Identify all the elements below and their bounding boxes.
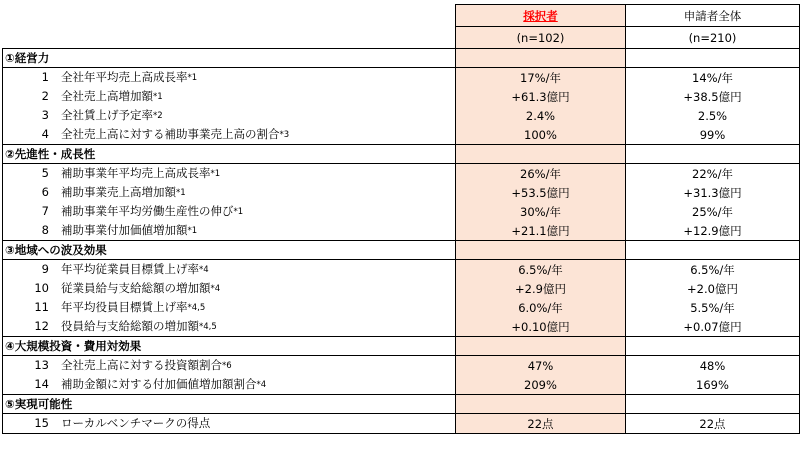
all-cell-empty bbox=[626, 241, 800, 260]
metric-name: 補助事業年平均売上高成長率 bbox=[61, 166, 211, 180]
footnote-ref: *1 bbox=[153, 92, 163, 102]
metric-name: ローカルベンチマークの得点 bbox=[61, 416, 211, 430]
row-number: 12 bbox=[34, 319, 49, 333]
section-header-row bbox=[3, 49, 800, 68]
selected-value: 22点 bbox=[456, 414, 626, 434]
header-blank bbox=[3, 5, 456, 27]
footnote-ref: *6 bbox=[222, 361, 232, 371]
metric-name: 補助事業付加価値増加額 bbox=[61, 223, 188, 237]
metric-name: 全社売上高増加額 bbox=[61, 89, 153, 103]
metric-label bbox=[61, 106, 163, 125]
metric-name: 年平均役員目標賃上げ率 bbox=[61, 300, 188, 314]
metric-cell bbox=[3, 164, 456, 184]
footnote-ref: *4,5 bbox=[187, 303, 206, 313]
metric-label bbox=[61, 68, 197, 87]
table-row bbox=[3, 183, 800, 202]
footnote-ref: *1 bbox=[187, 226, 198, 236]
footnote-ref: *4 bbox=[210, 284, 221, 294]
selected-value: +0.10億円 bbox=[456, 317, 626, 337]
selected-value: 6.5%/年 bbox=[456, 260, 626, 280]
selected-cell-empty bbox=[456, 395, 626, 414]
all-value: +12.9億円 bbox=[626, 221, 800, 241]
row-number: 1 bbox=[41, 70, 49, 84]
selected-value: 6.0%/年 bbox=[456, 298, 626, 317]
metric-name: 補助事業売上高増加額 bbox=[61, 185, 176, 199]
section-title: ④大規模投資・費用対効果 bbox=[3, 337, 456, 356]
metric-name: 全社年平均売上高成長率 bbox=[61, 70, 188, 84]
all-value: 14%/年 bbox=[626, 68, 800, 88]
selected-value: 100% bbox=[456, 125, 626, 145]
section-header-row bbox=[3, 241, 800, 260]
all-value: +31.3億円 bbox=[626, 183, 800, 202]
table-row bbox=[3, 414, 800, 434]
metric-cell bbox=[3, 260, 456, 280]
row-number: 13 bbox=[34, 358, 49, 372]
metric-cell bbox=[3, 279, 456, 298]
section-title: ③地域への波及効果 bbox=[3, 241, 456, 260]
metric-cell bbox=[3, 183, 456, 202]
footnote-ref: *4,5 bbox=[199, 322, 217, 332]
metric-cell bbox=[3, 221, 456, 241]
metric-cell bbox=[3, 298, 456, 317]
header-blank bbox=[3, 27, 456, 49]
row-number: 2 bbox=[41, 89, 49, 103]
all-value: +2.0億円 bbox=[626, 279, 800, 298]
footnote-ref: *2 bbox=[153, 111, 163, 121]
row-number: 8 bbox=[41, 223, 49, 237]
table-row bbox=[3, 279, 800, 298]
metric-cell bbox=[3, 125, 456, 145]
row-number: 9 bbox=[41, 262, 49, 276]
selected-cell-empty bbox=[456, 145, 626, 164]
all-cell-empty bbox=[626, 337, 800, 356]
all-cell-empty bbox=[626, 395, 800, 414]
selected-cell-empty bbox=[456, 241, 626, 260]
all-value: 48% bbox=[626, 356, 800, 376]
selected-value: 47% bbox=[456, 356, 626, 376]
metric-label bbox=[61, 414, 210, 433]
selected-value: +21.1億円 bbox=[456, 221, 626, 241]
section-header-row bbox=[3, 337, 800, 356]
table-row bbox=[3, 375, 800, 395]
all-value: 22点 bbox=[626, 414, 800, 434]
metric-name: 全社賃上げ予定率 bbox=[61, 108, 153, 122]
all-n: (n=210) bbox=[626, 27, 800, 49]
all-cell-empty bbox=[626, 145, 800, 164]
footnote-ref: *4 bbox=[256, 380, 267, 390]
section-title: ⑤実現可能性 bbox=[3, 395, 456, 414]
table-row bbox=[3, 356, 800, 376]
table-row bbox=[3, 260, 800, 280]
metric-cell bbox=[3, 356, 456, 376]
row-number: 11 bbox=[34, 300, 49, 314]
metric-label bbox=[61, 356, 232, 375]
metric-label bbox=[61, 87, 163, 106]
row-number: 4 bbox=[41, 127, 49, 141]
metric-cell bbox=[3, 202, 456, 221]
metric-label bbox=[61, 164, 220, 183]
section-header-row bbox=[3, 145, 800, 164]
selected-value: 30%/年 bbox=[456, 202, 626, 221]
table-row bbox=[3, 87, 800, 106]
table-row bbox=[3, 68, 800, 88]
metric-label bbox=[61, 260, 209, 279]
selected-value: 17%/年 bbox=[456, 68, 626, 88]
row-number: 15 bbox=[34, 416, 49, 430]
selected-value: +61.3億円 bbox=[456, 87, 626, 106]
footnote-ref: *4 bbox=[199, 265, 209, 275]
metric-cell bbox=[3, 375, 456, 395]
metric-label bbox=[61, 183, 186, 202]
selected-value: 209% bbox=[456, 375, 626, 395]
all-column-header: 申請者全体 bbox=[626, 5, 800, 27]
metric-cell bbox=[3, 414, 456, 434]
metric-label bbox=[61, 125, 289, 144]
selected-label: 採択者 bbox=[523, 8, 558, 23]
metric-cell bbox=[3, 317, 456, 337]
section-header-row bbox=[3, 395, 800, 414]
all-value: +0.07億円 bbox=[626, 317, 800, 337]
all-cell-empty bbox=[626, 49, 800, 68]
selected-column-header bbox=[456, 5, 626, 27]
metric-label bbox=[61, 298, 205, 317]
metric-label bbox=[61, 375, 266, 394]
comparison-table bbox=[2, 4, 800, 434]
metric-label bbox=[61, 221, 197, 240]
metric-name: 役員給与支給総額の増加額 bbox=[61, 319, 199, 333]
row-number: 14 bbox=[34, 377, 49, 391]
selected-n: (n=102) bbox=[456, 27, 626, 49]
all-value: 5.5%/年 bbox=[626, 298, 800, 317]
table-row bbox=[3, 317, 800, 337]
all-value: +38.5億円 bbox=[626, 87, 800, 106]
table-row bbox=[3, 298, 800, 317]
header-row-2 bbox=[3, 27, 800, 49]
metric-name: 補助事業年平均労働生産性の伸び bbox=[61, 204, 234, 218]
metric-cell bbox=[3, 87, 456, 106]
section-title: ②先進性・成長性 bbox=[3, 145, 456, 164]
metric-cell bbox=[3, 106, 456, 125]
row-number: 10 bbox=[34, 281, 49, 295]
selected-value: +2.9億円 bbox=[456, 279, 626, 298]
metric-name: 補助金額に対する付加価値増加額割合 bbox=[61, 377, 257, 391]
table-row bbox=[3, 125, 800, 145]
footnote-ref: *3 bbox=[279, 130, 290, 140]
selected-value: 2.4% bbox=[456, 106, 626, 125]
table-row bbox=[3, 164, 800, 184]
metric-name: 年平均従業員目標賃上げ率 bbox=[61, 262, 199, 276]
table-body bbox=[3, 5, 800, 434]
row-number: 3 bbox=[41, 108, 49, 122]
all-value: 25%/年 bbox=[626, 202, 800, 221]
row-number: 5 bbox=[41, 166, 49, 180]
all-value: 22%/年 bbox=[626, 164, 800, 184]
table-row bbox=[3, 202, 800, 221]
all-value: 99% bbox=[626, 125, 800, 145]
footnote-ref: *1 bbox=[210, 169, 221, 179]
all-value: 169% bbox=[626, 375, 800, 395]
all-value: 2.5% bbox=[626, 106, 800, 125]
selected-value: +53.5億円 bbox=[456, 183, 626, 202]
footnote-ref: *1 bbox=[187, 73, 198, 83]
metric-name: 全社売上高に対する投資額割合 bbox=[61, 358, 222, 372]
row-number: 7 bbox=[41, 204, 49, 218]
table-row bbox=[3, 221, 800, 241]
metric-cell bbox=[3, 68, 456, 88]
metric-name: 全社売上高に対する補助事業売上高の割合 bbox=[61, 127, 280, 141]
row-number: 6 bbox=[41, 185, 49, 199]
metric-label bbox=[61, 279, 220, 298]
all-value: 6.5%/年 bbox=[626, 260, 800, 280]
selected-cell-empty bbox=[456, 49, 626, 68]
footnote-ref: *1 bbox=[233, 207, 244, 217]
selected-cell-empty bbox=[456, 337, 626, 356]
header-row-1 bbox=[3, 5, 800, 27]
section-title: ①経営力 bbox=[3, 49, 456, 68]
selected-value: 26%/年 bbox=[456, 164, 626, 184]
footnote-ref: *1 bbox=[176, 188, 186, 198]
metric-label bbox=[61, 202, 243, 221]
metric-label bbox=[61, 317, 217, 336]
metric-name: 従業員給与支給総額の増加額 bbox=[61, 281, 211, 295]
table-row bbox=[3, 106, 800, 125]
